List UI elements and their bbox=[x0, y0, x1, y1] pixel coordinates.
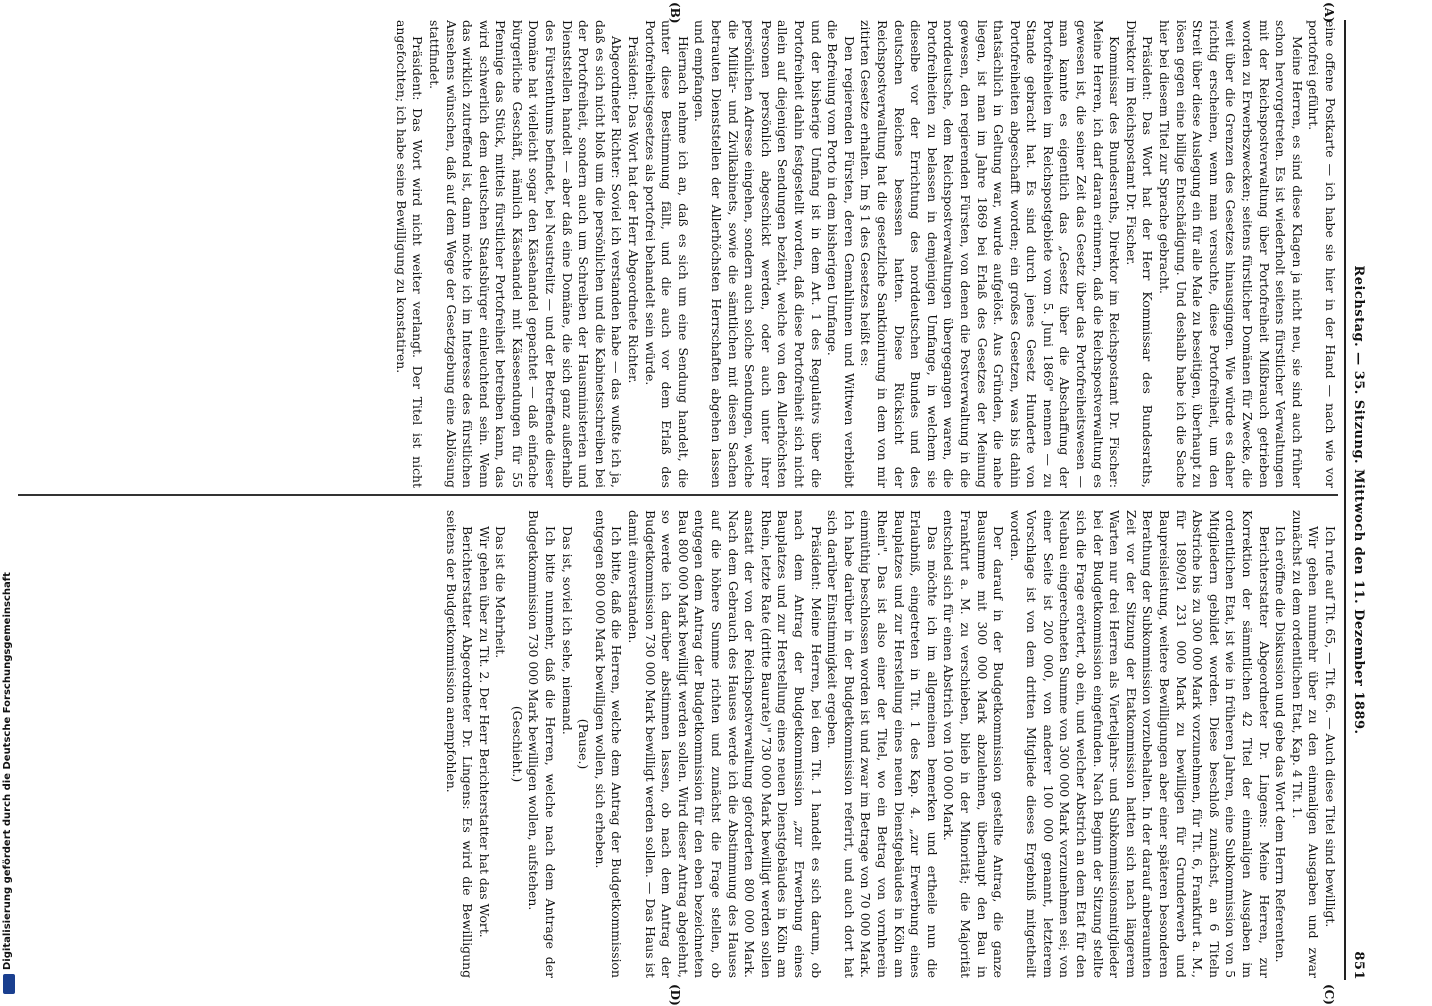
paragraph: Der darauf in der Budgetkommission gestellte Antrag, die ganze Bausumme mit 300 000 Mark abzulehnen, überhaupt den Bau in Frankfurt a. M. zu verschieben, blieb in der Minorität; die Majorität entschied sich für einen Abstrich von 100 000 Mark. bbox=[941, 510, 1007, 978]
paragraph: Das ist die Mehrheit. bbox=[493, 526, 509, 659]
margin-mark-d: (D) bbox=[668, 984, 682, 1006]
paragraph: Wir gehen über zu Tit. 2. Der Herr Berichterstatter hat das Wort. bbox=[476, 526, 492, 938]
digitization-note: Digitalisierung gefördert durch die Deutsche Forschungsgemeinschaft bbox=[2, 572, 13, 970]
running-header bbox=[1344, 20, 1366, 980]
speaker-paragraph: Präsident: Das Wort wird nicht weiter verlangt. Der Titel ist nicht angefochten; ich habe seine Bewilligung zu konstatiren. bbox=[393, 20, 426, 488]
right-column bbox=[18, 510, 1338, 978]
stage-direction: (Pause.) bbox=[576, 718, 592, 770]
speaker-paragraph: Berichterstatter Abgeordneter Dr. Lingens: Es wird die Bewilligung seitens der Budgetkommission anempfohlen. bbox=[443, 510, 476, 978]
paragraph: Wir gehen nunmehr über zu den einmaligen Ausgaben und zwar zunächst zu dem ordentlichen Etat, Kap. 4 Tit. 1. bbox=[1289, 510, 1322, 978]
column-divider bbox=[18, 494, 1338, 496]
paragraph: Das ist, soviel ich sehe, niemand. bbox=[559, 526, 575, 735]
paragraph: eine offene Postkarte — ich habe sie hier in der Hand — nach wie vor portofrei geführt. bbox=[1306, 20, 1338, 488]
digitization-footer bbox=[2, 440, 16, 1000]
header-title: Reichstag. — 35. Sitzung. Mittwoch den 11. Dezember 1889. bbox=[1351, 265, 1366, 735]
stage-direction: (Geschieht.) bbox=[509, 705, 525, 783]
paragraph: und der bisherige Umfang ist in dem Art. 1 des Regulativs über die Portofreiheit dahin festgestellt worden, daß diese Portofreiheit sich nicht allein auf diejenigen Sendungen bezieht, welche von den Allerhöchsten Personen persönlich abgeschickt werden, oder auch unter ihrer persönlichen Adresse eingehen, sondern auch solche Sendungen, welche die Militär- und Zivilkabinets, sowie die sämtlichen mit diesen Sachen betrauten Dienststellen der Allerhöchsten Herrschaften abgehen lassen und empfangen. bbox=[692, 20, 824, 488]
speaker-paragraph: Präsident: Das Wort hat der Herr Abgeordnete Richter. bbox=[626, 36, 642, 384]
paragraph: Ich eröffne die Diskussion und gebe das Wort dem Herrn Referenten. bbox=[1273, 526, 1289, 963]
margin-mark-a: (A) bbox=[1322, 2, 1336, 23]
quoted-law: Den regierenden Fürsten, deren Gemahlinnen und Wittwen verbleibt die Befreiung vom Porto in dem bisherigen Umfange. bbox=[825, 20, 857, 488]
margin-mark-c: (C) bbox=[1322, 984, 1336, 1005]
speaker-paragraph: Kommissar des Bundesraths, Direktor im Reichspostamt Dr. Fischer: Meine Herren, ich darf daran erinnern, daß die Reichspostverwaltung es gewesen ist, die seiner Zeit das Gesetz über das Portofreiheitswesen — man kannte es eigentlich das „Gesetz über die Abschaffung der Portofreiheiten im Reichspostgebiete vom 5. Juni 1869" nennen — zu Stande gebracht hat. Es sind durch jenes Gesetz Hunderte von Portofreiheiten abgeschafft worden; ein großes Gesetzen, was bis dahin thatsächlich in Geltung war, wurde aufgelöst. Aus Gründen, die nahe liegen, ist man im Jahre 1869 bei Erlaß des Gesetzes der Meinung gewesen, den regierenden Fürsten, von denen die Postverwaltung in die norddeutsche, dem Reichspostverwaltungen übergegangen waren, die Portofreiheiten zu belassen in demjenigen Umfange, in welchem sie dieselbe vor der Errichtung des norddeutschen Bundes und des deutschen Reiches besessen hatten. Diese Rücksicht der Reichspostverwaltung hat die gesetzliche Sanktionirung in dem von mir zitirten Gesetze erhalten. Im § 1 des Gesetzes heißt es: bbox=[858, 20, 1123, 488]
paragraph: Ich bitte nunmehr, daß die Herren, welche nach dem Antrage der Budgetkommission 730 000 Mark bewilligen wollen, aufstehen. bbox=[526, 510, 559, 978]
paragraph: Ich rufe auf Tit. 65, — Tit. 66. — Auch diese Titel sind bewilligt. bbox=[1323, 526, 1338, 928]
paragraph: Hiernach nehme ich an, daß es sich um eine Sendung handelt, die unter diese Bestimmung fällt, und die auch vor dem Erlaß des Portofreiheitsgesetzes als portofrei behandelt sein würde. bbox=[642, 20, 691, 488]
speaker-paragraph: Abgeordneter Richter: Soviel ich verstanden habe — das wußte ich ja, daß es sich nicht bloß um die persönlichen und die Kabinetsschreiben bei der Portofreiheit, sondern auch um Schreiben der Hausministerien und Dienststellen handelt — aber daß eine Domäne, die sich ganz außerhalb des Fürstenthums befindet, bei Neustrelitz — und der Betreffende dieser Domäne hat vielleicht sogar den Käsehandel gepachtet — daß einfache bürgerliche Geschäft, nämlich Käsehandel mit Käsesendungen für 55 Pfennige das Stück, mittels fürstlicher Portofreiheit betreiben kann, das wird schwerlich dem deutschen Staatsbürger einleuchtend sein. Wenn das wirklich zutreffend ist, dann möchte ich im Interesse des fürstlichen Ansehens wünschen, daß auf dem Wege der Gesetzgebung eine Ablösung stattfindet. bbox=[426, 20, 625, 488]
speaker-paragraph: Präsident: Das Wort hat der Herr Kommissar des Bundesraths, Direktor im Reichspostamt Dr. Fischer. bbox=[1123, 20, 1156, 488]
speaker-paragraph: Berichterstatter Abgeordneter Dr. Lingens: Meine Herren, zur Korrektion der sämmtlichen 42 Titel der einmaligen Ausgaben im ordentlichen Etat, ist wie in früheren Jahren, eine Subkommission von 5 Mitgliedern gebildet worden. Diese beschloß zunächst, an 6 Titeln Abstriche bis zu 300 000 Mark vorzunehmen, für Tit. 6, Frankfurt a. M., für 1890/91 231 000 Mark zu bewilligen für Grunderwerb und Baupreisleistung, weitere Bewilligungen aber einer späteren besonderen Berathung der Subkommission vorzubehalten. In der darauf anberaumten Zeit vor der Sitzung der Etatkommission hatten sich nach längerem Warten nur drei Herren als Vierteljahrs- und Subkommissionsmitglieder bei der Budgetkommission eingefunden. Nach Beginn der Sitzung stellte sich die Frage erörtert, ob ein, und welcher Abstrich an dem Etat für den Neubau eingerechneten Summe von 300 000 Mark vorzunehmen sei; von einer Seite ist 200 000, von anderer 100 000 genannt, letzterem Vorschlage ist von dem dritten Mitgliede dieses Ergebniß mitgetheilt worden. bbox=[1007, 510, 1272, 978]
page-number: 851 bbox=[1351, 951, 1366, 980]
paragraph: Ich bitte, daß die Herren, welche dem Antrag der Budgetkommission entgegen 800 000 Mark bewilligen wollen, sich erheben. bbox=[592, 510, 625, 978]
margin-mark-b: (B) bbox=[668, 2, 682, 24]
left-column bbox=[18, 20, 1338, 488]
header-rule bbox=[1344, 20, 1346, 980]
speaker-paragraph: Präsident: Meine Herren, bei dem Tit. 1 handelt es sich darum, ob nach dem Antrag der Budgetkommission „zur Erwerbung eines Bauplatzes und zur Herstellung eines neuen Dienstgebäudes in Köln am Rhein, letzte Rate (dritte Baurate)" 730 000 Mark bewilligt werden sollen anstatt der von der Reichspostverwaltung geforderten 800 000 Mark. Nach dem Gebrauch des Hauses werde ich die Abstimmung des Hauses auf die höhere Summe richten und zunächst die Frage stellen, ob entgegen dem Antrag der Budgetkommission für den eben bezeichneten Bau 800 000 Mark bewilligt werden sollen. Wird dieser Antrag abgelehnt, so werde ich darüber abstimmen lassen, ob nach dem Antrag der Budgetkommission 730 000 Mark bewilligt werden sollen. — Das Haus ist damit einverstanden. bbox=[626, 510, 824, 978]
dfg-logo bbox=[3, 974, 15, 994]
paragraph: Das möchte ich im allgemeinen bemerken und ertheile nun die Erlaubniß, eingetreten in Tit. 1 des Kap. 4. „zur Erwerbung eines Bauplatzes und zur Herstellung eines neuen Dienstgebäudes in Köln am Rhein". Das ist also einer der Titel, wo ein Betrag von vornherein einmüthig beschlossen worden ist und zwar im Betrage von 70 000 Mark. Ich habe darüber in der Budgetkommission referirt, und auch dort hat sich darüber Einstimmigkeit ergeben. bbox=[825, 510, 940, 978]
paragraph: Meine Herren, es sind diese Klagen ja nicht neu, sie sind auch früher schon hervorgetreten. Es ist wiederholt seitens fürstlicher Verwaltungen mit der Reichspostverwaltung über Portofreiheit Mißbrauch getrieben worden zu Erwerbszwecken; seitens fürstlicher Domänen für Zwecke, die weit über die Grenzen des Gesetzes hinausgingen. Wie würde es daher richtig erscheinen, wenn man versuchte, diese Portofreiheit, um den Streit über diese Auslegung ein für alle Male zu beseitigen, überhaupt zu lösen gegen eine billige Entschädigung. Und deshalb habe ich die Sache hier bei diesem Titel zur Sprache gebracht. bbox=[1157, 20, 1305, 488]
